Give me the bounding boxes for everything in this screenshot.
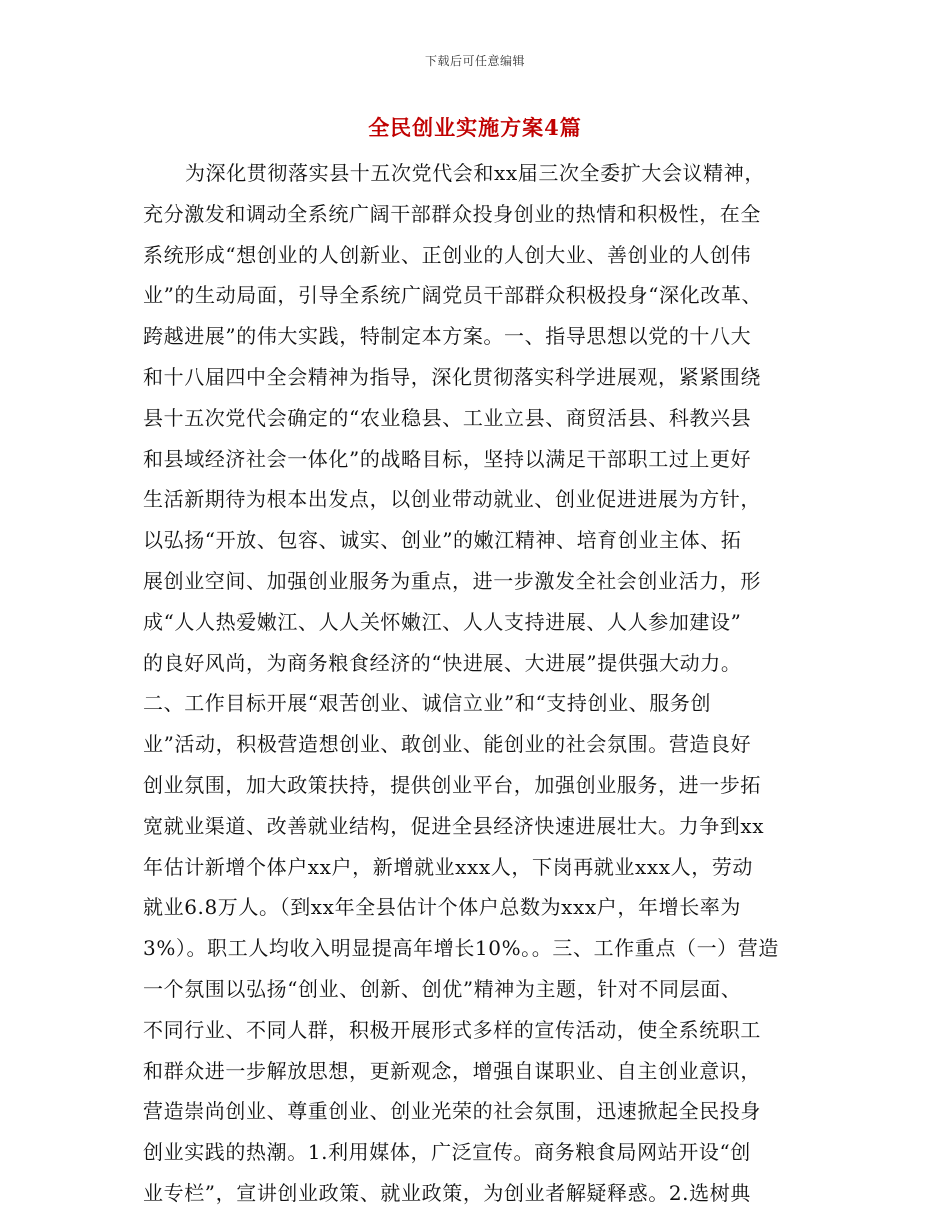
body-line: 和十八届四中全会精神为指导，深化贯彻落实科学进展观，紧紧围绕 <box>143 364 761 389</box>
body-line: 县十五次党代会确定的“农业稳县、工业立县、商贸活县、科教兴县 <box>143 405 752 430</box>
body-line: 业”的生动局面，引导全系统广阔党员干部群众积极投身“深化改革、 <box>143 283 763 308</box>
body-line: 和群众进一步解放思想，更新观念，增强自谋职业、自主创业意识， <box>143 1058 761 1083</box>
body-line: 以弘扬“开放、包容、诚实、创业”的嫩江精神、培育创业主体、拓 <box>143 528 742 553</box>
body-line: 生活新期待为根本出发点，以创业带动就业、创业促进进展为方针， <box>143 487 761 512</box>
document-body <box>143 153 815 1214</box>
body-line: 跨越进展”的伟大实践，特制定本方案。一、指导思想以党的十八大 <box>143 324 752 349</box>
body-line: 展创业空间、加强创业服务为重点，进一步激发全社会创业活力，形 <box>143 568 761 593</box>
body-line: 3%）。职工人均收入明显提高年增长10%。。三、工作重点（一）营造 <box>143 936 779 961</box>
header-note: 下载后可任意编辑 <box>424 54 525 68</box>
body-line: 一个氛围以弘扬“创业、创新、创优”精神为主题，针对不同层面、 <box>143 976 742 1001</box>
body-line: 宽就业渠道、改善就业结构，促进全县经济快速进展壮大。力争到xx <box>143 813 765 838</box>
body-line: 充分激发和调动全系统广阔干部群众投身创业的热情和积极性，在全 <box>143 201 761 226</box>
body-line: 年估计新增个体户xx户，新增就业xxx人，下岗再就业xxx人，劳动 <box>143 854 754 879</box>
body-line: 业”活动，积极营造想创业、敢创业、能创业的社会氛围。营造良好 <box>143 732 752 757</box>
body-line: 创业实践的热潮。1.利用媒体，广泛宣传。商务粮食局网站开设“创 <box>143 1140 751 1165</box>
body-line: 系统形成“想创业的人创新业、正创业的人创大业、善创业的人创伟 <box>143 242 752 267</box>
body-line: 为深化贯彻落实县十五次党代会和xx届三次全委扩大会议精神， <box>185 161 765 185</box>
body-line: 就业6.8万人。（到xx年全县估计个体户总数为xxx户，年增长率为 <box>143 895 742 920</box>
body-line: 的良好风尚，为商务粮食经济的“快进展、大进展”提供强大动力。 <box>143 650 742 675</box>
body-line: 不同行业、不同人群，积极开展形式多样的宣传活动，使全系统职工 <box>143 1017 761 1042</box>
body-line: 和县域经济社会一体化”的战略目标，坚持以满足干部职工过上更好 <box>143 446 752 471</box>
body-line: 创业氛围，加大政策扶持，提供创业平台，加强创业服务，进一步拓 <box>143 772 761 797</box>
body-line: 二、工作目标开展“艰苦创业、诚信立业”和“支持创业、服务创 <box>143 691 712 716</box>
document-title: 全民创业实施方案4篇 <box>368 115 582 140</box>
body-line: 业专栏”，宣讲创业政策、就业政策，为创业者解疑释惑。2.选树典 <box>143 1180 751 1205</box>
body-line: 成“人人热爱嫩江、人人关怀嫩江、人人支持进展、人人参加建设” <box>143 609 742 634</box>
body-line: 营造崇尚创业、尊重创业、创业光荣的社会氛围，迅速掀起全民投身 <box>143 1099 761 1124</box>
